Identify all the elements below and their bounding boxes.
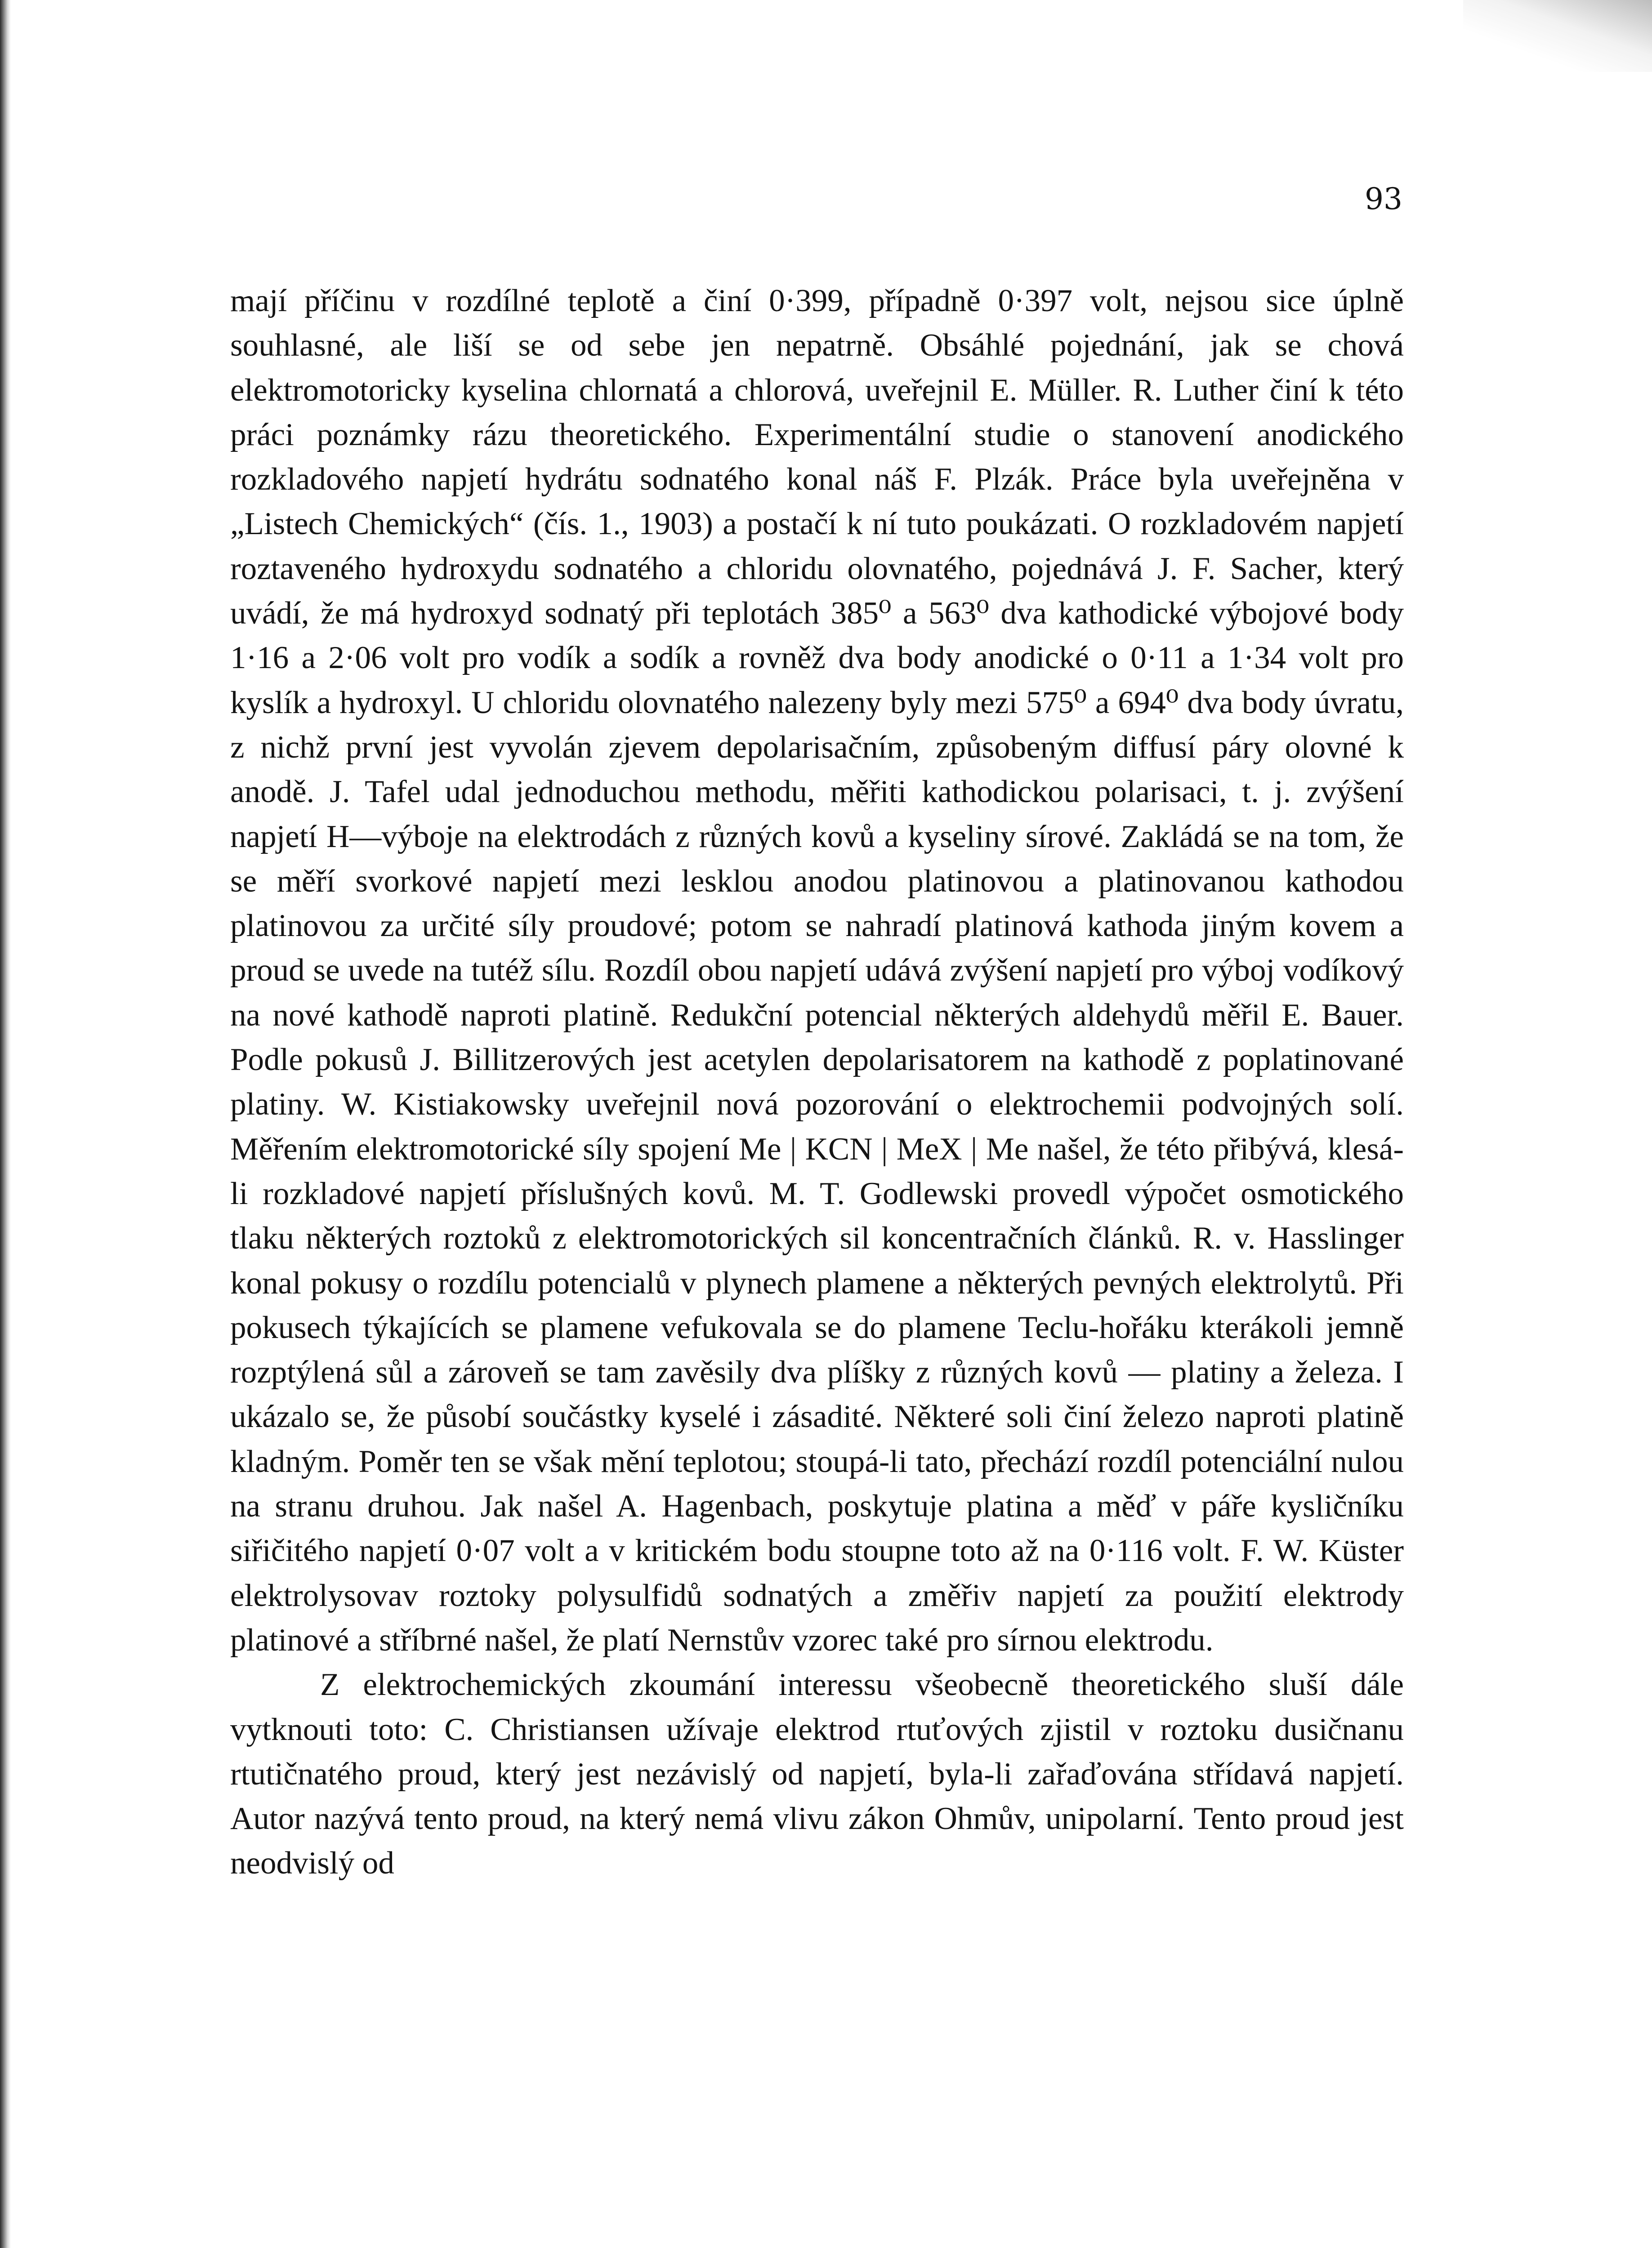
- page-number: 93: [1365, 182, 1402, 216]
- scan-corner-shadow: [1463, 0, 1652, 72]
- paragraph-2: Z elektrochemických zkoumání interessu všeobecně theoretického sluší dále vytknouti toto: C. Christiansen užívaje elektrod rtuťových zjistil v roztoku dusičnanu rtutičnatého proud, který jest nezávislý od napjetí, byla-li zařaďována střídavá napjetí. Autor nazývá tento proud, na který nemá vlivu zákon Ohmův, unipolarní. Tento proud jest neodvislý od: [230, 1667, 1404, 1881]
- body-text: [230, 279, 1404, 1886]
- paragraph-1: mají příčinu v rozdílné teplotě a činí 0·399, případně 0·397 volt, nejsou sice úplně souhlasné, ale liší se od sebe jen nepatrně. Obsáhlé pojednání, jak se chová elektromotoricky kyselina chlornatá a chlorová, uveřejnil E. Müller. R. Luther činí k této práci poznámky rázu theoretického. Experimentální studie o stanovení anodického rozkladového napjetí hydrátu sodnatého konal náš F. Plzák. Práce byla uveřejněna v „Listech Chemických“ (čís. 1., 1903) a postačí k ní tuto poukázati. O rozkladovém napjetí roztaveného hydroxydu sodnatého a chloridu olovnatého, pojednává J. F. Sacher, který uvádí, že má hydroxyd sodnatý při teplotách 385⁰ a 563⁰ dva kathodické výbojové body 1·16 a 2·06 volt pro vodík a sodík a rovněž dva body anodické o 0·11 a 1·34 volt pro kyslík a hydroxyl. U chloridu olovnatého nalezeny byly mezi 575⁰ a 694⁰ dva body úvratu, z nichž první jest vyvolán zjevem depolarisačním, způsobeným diffusí páry olovné k anodě. J. Tafel udal jednoduchou methodu, měřiti kathodickou polarisaci, t. j. zvýšení napjetí H—výboje na elektrodách z různých kovů a kyseliny sírové. Zakládá se na tom, že se měří svorkové napjetí mezi lesklou anodou platinovou a platinovanou kathodou platinovou za určité síly proudové; potom se nahradí platinová kathoda jiným kovem a proud se uvede na tutéž sílu. Rozdíl obou napjetí udává zvýšení napjetí pro výboj vodíkový na nové kathodě naproti platině. Redukční potencial některých aldehydů měřil E. Bauer. Podle pokusů J. Billitzerových jest acetylen depolarisatorem na kathodě z poplatinované platiny. W. Kistiakowsky uveřejnil nová pozorování o elektrochemii podvojných solí. Měřením elektromotorické síly spojení Me | KCN | MeX | Me našel, že této přibývá, klesá-li rozkladové napjetí příslušných kovů. M. T. Godlewski provedl výpočet osmotického tlaku některých roztoků z elektromotorických sil koncentračních článků. R. v. Hasslinger konal pokusy o rozdílu potencialů v plynech plamene a některých pevných elektrolytů. Při pokusech týkajících se plamene vefukovala se do plamene Teclu-hořáku kterákoli jemně rozptýlená sůl a zároveň se tam zavěsily dva plíšky z různých kovů — platiny a železa. I ukázalo se, že působí součástky kyselé i zásadité. Některé soli činí železo naproti platině kladným. Poměr ten se však mění teplotou; stoupá-li tato, přechází rozdíl potenciální nulou na stranu druhou. Jak našel A. Hagenbach, poskytuje platina a měď v páře kysličníku siřičitého napjetí 0·07 volt a v kritickém bodu stoupne toto až na 0·116 volt. F. W. Küster elektrolysovav roztoky polysulfidů sodnatých a změřiv napjetí za použití elektrody platinové a stříbrné našel, že platí Nernstův vzorec také pro sírnou elektrodu.: [230, 283, 1404, 1658]
- scan-binding-edge: [0, 0, 11, 2248]
